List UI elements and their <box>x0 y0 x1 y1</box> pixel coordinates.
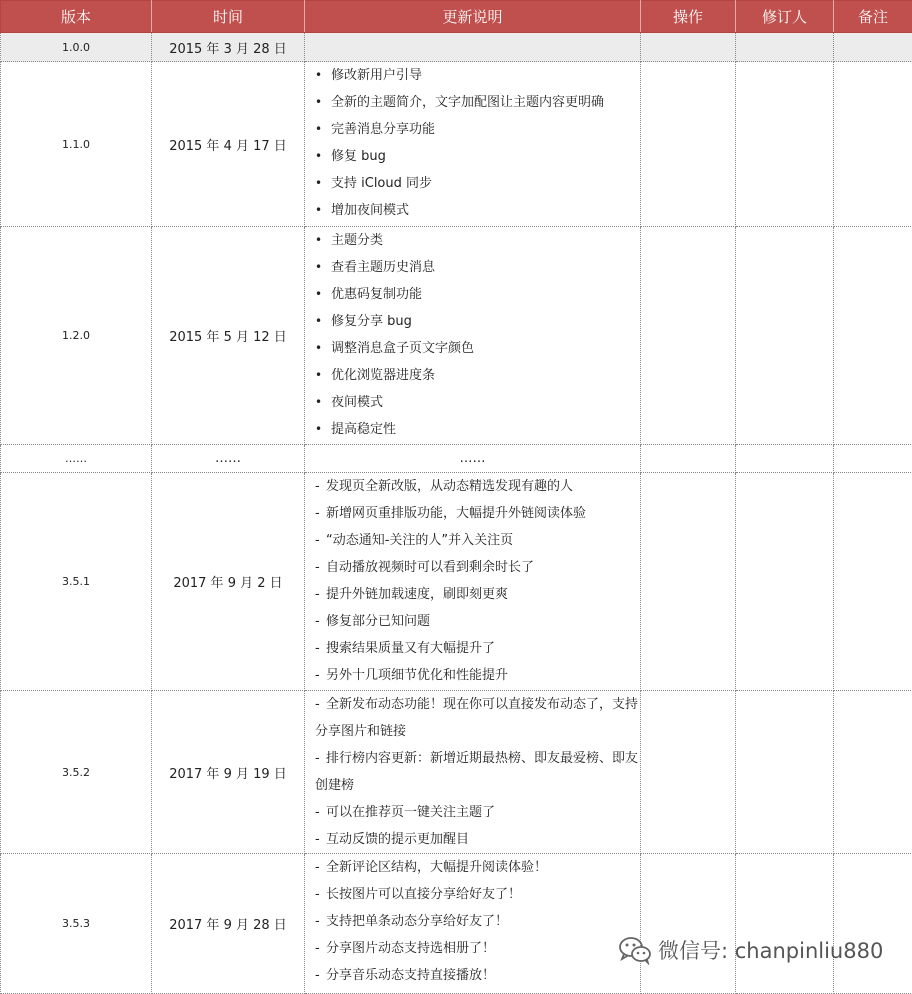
note-text: 搜索结果质量又有大幅提升了 <box>326 641 495 656</box>
bullet-marker: • <box>315 197 331 224</box>
date-cell: 2015 年 5 月 12 日 <box>152 227 305 445</box>
version-cell: 1.0.0 <box>1 33 152 62</box>
note-text: 修改新用户引导 <box>331 68 422 83</box>
note-item <box>315 416 640 443</box>
dash-marker: - <box>315 962 326 989</box>
note-item <box>315 308 640 335</box>
note-item <box>315 662 640 689</box>
watermark <box>618 933 908 967</box>
note-item <box>315 935 640 962</box>
note-item <box>315 500 640 527</box>
remarks-cell <box>834 227 912 445</box>
notes-cell <box>305 227 641 445</box>
reviser-cell <box>736 473 834 691</box>
dash-marker: - <box>315 935 326 962</box>
dash-marker: - <box>315 473 326 500</box>
bullet-marker: • <box>315 227 331 254</box>
dash-marker: - <box>315 662 326 689</box>
version-cell: 3.5.2 <box>1 691 152 854</box>
reviser-cell <box>736 227 834 445</box>
note-text: 修复 bug <box>331 149 386 164</box>
table-row <box>1 62 912 227</box>
notes-cell <box>305 445 641 473</box>
note-item <box>315 826 640 853</box>
note-text: 分享图片动态支持选相册了！ <box>326 941 495 956</box>
note-text: 分享音乐动态支持直接播放！ <box>326 968 495 983</box>
note-text: 提高稳定性 <box>331 422 396 437</box>
bullet-marker: • <box>315 143 331 170</box>
note-item <box>315 881 640 908</box>
note-item <box>315 854 640 881</box>
note-item <box>315 62 640 89</box>
notes-cell <box>305 691 641 854</box>
version-cell: …… <box>1 445 152 473</box>
note-text: 增加夜间模式 <box>331 203 409 218</box>
action-cell <box>641 445 736 473</box>
remarks-cell <box>834 445 912 473</box>
note-item <box>315 335 640 362</box>
note-item <box>315 908 640 935</box>
dash-marker: - <box>315 745 326 772</box>
bullet-marker: • <box>315 281 331 308</box>
note-text: 支持 iCloud 同步 <box>331 176 432 191</box>
dash-marker: - <box>315 581 326 608</box>
note-text: 长按图片可以直接分享给好友了！ <box>326 887 521 902</box>
bullet-marker: • <box>315 62 331 89</box>
action-cell <box>641 854 736 994</box>
note-text: 调整消息盒子页文字颜色 <box>331 341 474 356</box>
remarks-cell <box>834 854 912 994</box>
note-item <box>315 745 640 799</box>
note-item <box>315 473 640 500</box>
table-row <box>1 33 912 62</box>
reviser-cell <box>736 33 834 62</box>
date-cell: 2015 年 4 月 17 日 <box>152 62 305 227</box>
dash-marker: - <box>315 826 326 853</box>
table-row <box>1 854 912 994</box>
header-action: 操作 <box>641 1 736 33</box>
note-item <box>315 362 640 389</box>
note-item <box>315 143 640 170</box>
note-text: 可以在推荐页一键关注主题了 <box>326 805 495 820</box>
bullet-marker: • <box>315 416 331 443</box>
header-row <box>1 1 912 33</box>
date-cell: …… <box>152 445 305 473</box>
note-item <box>315 554 640 581</box>
note-text: 完善消息分享功能 <box>331 122 435 137</box>
note-text: 修复分享 bug <box>331 314 412 329</box>
note-item <box>315 962 640 989</box>
note-text: 主题分类 <box>331 233 383 248</box>
dash-marker: - <box>315 881 326 908</box>
note-text: 查看主题历史消息 <box>331 260 435 275</box>
remarks-cell <box>834 62 912 227</box>
table-row <box>1 227 912 445</box>
table-row <box>1 691 912 854</box>
header-date: 时间 <box>152 1 305 33</box>
note-text: 互动反馈的提示更加醒目 <box>326 832 469 847</box>
note-item <box>315 691 640 745</box>
table-row <box>1 445 912 473</box>
notes-cell <box>305 62 641 227</box>
action-cell <box>641 33 736 62</box>
note-item <box>315 635 640 662</box>
remarks-cell <box>834 473 912 691</box>
dash-marker: - <box>315 554 326 581</box>
header-remarks: 备注 <box>834 1 912 33</box>
action-cell <box>641 227 736 445</box>
note-text: 支持把单条动态分享给好友了！ <box>326 914 508 929</box>
note-item <box>315 281 640 308</box>
bullet-marker: • <box>315 89 331 116</box>
notes-cell <box>305 473 641 691</box>
table-row <box>1 473 912 691</box>
dash-marker: - <box>315 908 326 935</box>
bullet-marker: • <box>315 362 331 389</box>
bullet-marker: • <box>315 254 331 281</box>
note-item <box>315 227 640 254</box>
bullet-marker: • <box>315 170 331 197</box>
reviser-cell <box>736 62 834 227</box>
note-text: 自动播放视频时可以看到剩余时长了 <box>326 560 534 575</box>
note-item <box>315 197 640 224</box>
header-version: 版本 <box>1 1 152 33</box>
note-text: 新增网页重排版功能，大幅提升外链阅读体验 <box>326 506 586 521</box>
dash-marker: - <box>315 527 326 554</box>
dash-marker: - <box>315 854 326 881</box>
dash-marker: - <box>315 635 326 662</box>
note-item <box>315 581 640 608</box>
note-item <box>315 527 640 554</box>
watermark-text: 微信号: chanpinliu880 <box>658 935 883 965</box>
note-text: 优惠码复制功能 <box>331 287 422 302</box>
version-cell: 3.5.3 <box>1 854 152 994</box>
date-cell: 2017 年 9 月 19 日 <box>152 691 305 854</box>
note-item <box>315 608 640 635</box>
action-cell <box>641 691 736 854</box>
dash-marker: - <box>315 500 326 527</box>
header-notes: 更新说明 <box>305 1 641 33</box>
notes-cell <box>305 33 641 62</box>
bullet-marker: • <box>315 308 331 335</box>
note-item <box>315 116 640 143</box>
note-item <box>315 254 640 281</box>
note-item <box>305 445 640 472</box>
note-text: 全新的主题简介，文字加配图让主题内容更明确 <box>331 95 604 110</box>
notes-cell <box>305 854 641 994</box>
reviser-cell <box>736 854 834 994</box>
remarks-cell <box>834 33 912 62</box>
note-item <box>315 799 640 826</box>
reviser-cell <box>736 691 834 854</box>
bullet-marker: • <box>315 116 331 143</box>
note-text: 提升外链加载速度，刷即刻更爽 <box>326 587 508 602</box>
dash-marker: - <box>315 608 326 635</box>
note-item <box>315 170 640 197</box>
note-text: 优化浏览器进度条 <box>331 368 435 383</box>
note-text: 全新发布动态功能！现在你可以直接发布动态了，支持分享图片和链接 <box>315 697 638 739</box>
remarks-cell <box>834 691 912 854</box>
dash-marker: - <box>315 799 326 826</box>
dash-marker: - <box>315 691 326 718</box>
reviser-cell <box>736 445 834 473</box>
note-text: 全新评论区结构，大幅提升阅读体验！ <box>326 860 547 875</box>
header-reviser: 修订人 <box>736 1 834 33</box>
note-text: “动态通知-关注的人”并入关注页 <box>326 533 513 548</box>
wechat-icon <box>618 935 652 965</box>
date-cell: 2017 年 9 月 28 日 <box>152 854 305 994</box>
action-cell <box>641 62 736 227</box>
note-text: 排行榜内容更新：新增近期最热榜、即友最爱榜、即友创建榜 <box>315 751 638 793</box>
bullet-marker: • <box>315 389 331 416</box>
action-cell <box>641 473 736 691</box>
note-text: 修复部分已知问题 <box>326 614 430 629</box>
note-item <box>315 389 640 416</box>
version-cell: 1.1.0 <box>1 62 152 227</box>
note-item <box>315 89 640 116</box>
version-cell: 3.5.1 <box>1 473 152 691</box>
note-text: …… <box>460 451 486 466</box>
bullet-marker: • <box>315 335 331 362</box>
note-text: 发现页全新改版，从动态精选发现有趣的人 <box>326 479 573 494</box>
note-text: 夜间模式 <box>331 395 383 410</box>
note-text: 另外十几项细节优化和性能提升 <box>326 668 508 683</box>
version-cell: 1.2.0 <box>1 227 152 445</box>
date-cell: 2015 年 3 月 28 日 <box>152 33 305 62</box>
date-cell: 2017 年 9 月 2 日 <box>152 473 305 691</box>
